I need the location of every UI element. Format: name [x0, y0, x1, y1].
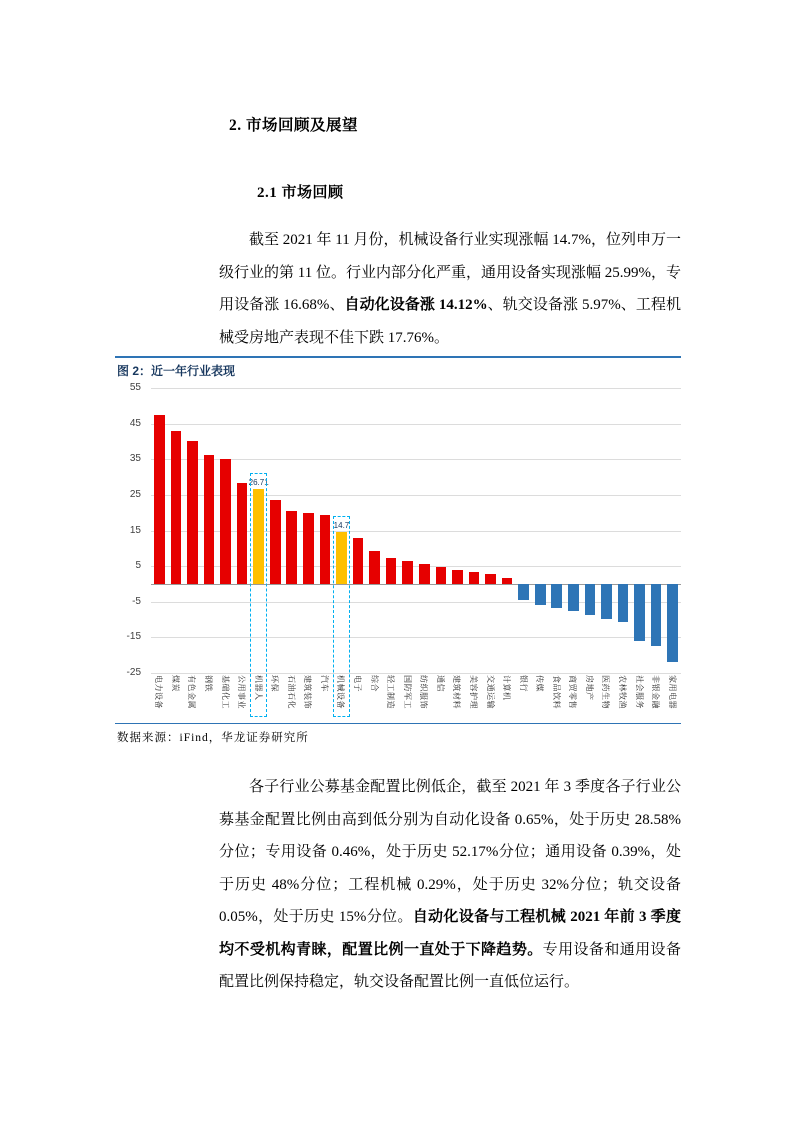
bar [154, 415, 165, 584]
bar [618, 584, 629, 622]
x-axis-label: 有色金属 [187, 675, 197, 709]
bar [502, 578, 513, 584]
chart-column [267, 388, 284, 719]
y-tick-label: 35 [129, 453, 141, 465]
x-axis-label-cell [565, 673, 582, 719]
bar-chart [115, 382, 681, 719]
bar [220, 459, 231, 584]
x-axis-label-cell [416, 673, 433, 719]
chart-column-plot [598, 388, 615, 673]
y-tick-label: -25 [126, 667, 141, 678]
chart-column [482, 388, 499, 719]
chart-column [168, 388, 185, 719]
chart-column-plot [350, 388, 367, 673]
chart-column-plot [515, 388, 532, 673]
chart-column [466, 388, 483, 719]
page-content [115, 113, 681, 999]
chart-column [250, 388, 267, 719]
bar [634, 584, 645, 641]
bar-value-label: 14.7 [333, 520, 350, 530]
paragraph-bold-text: 自动化设备涨 14.12% [344, 297, 488, 313]
y-tick-label: -15 [126, 631, 141, 643]
x-axis-label: 通信 [435, 675, 445, 692]
x-axis-label: 煤炭 [170, 675, 180, 692]
paragraph-bold-text: 自动化设备与工程机械 2021 年前 3 季度均不受机构青睐，配置比例一直处于下降趋势。 [219, 909, 681, 958]
bar [535, 584, 546, 605]
paragraph-fund-allocation [219, 771, 681, 999]
chart-column-plot [449, 388, 466, 673]
figure-industry-performance [115, 356, 681, 749]
paragraph-market-review [219, 224, 681, 354]
bar [419, 564, 430, 584]
chart-column [383, 388, 400, 719]
bar [469, 572, 480, 584]
chart-column-plot [466, 388, 483, 673]
x-axis-label-cell [399, 673, 416, 719]
bar [452, 570, 463, 584]
chart-column [499, 388, 516, 719]
x-axis-label: 基础化工 [220, 675, 230, 709]
x-axis-label: 社会服务 [634, 675, 644, 709]
x-axis-label-cell [383, 673, 400, 719]
chart-column [399, 388, 416, 719]
chart-column-plot [664, 388, 681, 673]
x-axis-label: 机器人 [253, 675, 263, 701]
y-tick-label: 25 [129, 488, 141, 500]
bar [601, 584, 612, 619]
chart-column-plot [482, 388, 499, 673]
bar [551, 584, 562, 608]
chart-column-plot [383, 388, 400, 673]
x-axis-label-cell [317, 673, 334, 719]
chart-column [317, 388, 334, 719]
x-axis-label: 机械设备 [336, 675, 346, 709]
x-axis-label: 美容护理 [468, 675, 478, 709]
highlight-box [333, 516, 350, 717]
chart-plot-area [151, 388, 681, 719]
chart-column-plot [549, 388, 566, 673]
chart-column [664, 388, 681, 719]
x-axis-label: 石油石化 [286, 675, 296, 709]
chart-column-plot [532, 388, 549, 673]
x-axis-label: 家用电器 [667, 675, 677, 709]
chart-column-plot [201, 388, 218, 673]
chart-column [549, 388, 566, 719]
bar [369, 551, 380, 584]
chart-column-plot [184, 388, 201, 673]
bar [187, 441, 198, 584]
subsection-heading: 2.1 市场回顾 [257, 185, 344, 201]
bar [436, 567, 447, 584]
x-axis-label: 钢铁 [203, 675, 213, 692]
chart-column [184, 388, 201, 719]
x-axis-label-cell [366, 673, 383, 719]
x-axis-label: 建筑装饰 [303, 675, 313, 709]
chart-y-axis [115, 382, 145, 678]
chart-column [284, 388, 301, 719]
x-axis-label: 综合 [369, 675, 379, 692]
x-axis-label-cell [499, 673, 516, 719]
x-axis-label-cell [201, 673, 218, 719]
bar [568, 584, 579, 611]
bar [303, 513, 314, 584]
x-axis-label-cell [631, 673, 648, 719]
chart-column [532, 388, 549, 719]
x-axis-label: 传媒 [535, 675, 545, 692]
x-axis-label-cell [449, 673, 466, 719]
x-axis-label-cell [284, 673, 301, 719]
x-axis-label-cell [532, 673, 549, 719]
chart-column [631, 388, 648, 719]
bar [651, 584, 662, 646]
chart-column-plot [631, 388, 648, 673]
paragraph-text: 、轨交设备涨 5.97%、工程机械受房地产表现不佳下跌 17.76%。 [219, 297, 681, 346]
x-axis-label: 环保 [270, 675, 280, 692]
chart-column [449, 388, 466, 719]
chart-column-plot [366, 388, 383, 673]
bar [270, 500, 281, 584]
x-axis-label: 汽车 [319, 675, 329, 692]
y-tick-label: 55 [129, 382, 141, 393]
chart-column-plot [416, 388, 433, 673]
chart-column [366, 388, 383, 719]
y-tick-label: 45 [129, 417, 141, 429]
bar [485, 574, 496, 584]
chart-column-plot [168, 388, 185, 673]
x-axis-label-cell [648, 673, 665, 719]
paragraph-text: 各子行业公募基金配置比例低企，截至 2021 年 3 季度各子行业公募基金配置比例由高到低分别为自动化设备 0.65%，处于历史 28.58%分位；专用设备 0.46%，处于历史 52.17%分位；通用设备 0.39%，处于历史 48%分位；工程机械 0.29%，处于历史 32%分位；轨交设备 0.05%，处于历史 15%分位。 [219, 779, 681, 925]
highlight-box [250, 473, 267, 717]
bar [237, 483, 248, 584]
chart-column-plot [499, 388, 516, 673]
chart-column [201, 388, 218, 719]
x-axis-label: 轻工制造 [386, 675, 396, 709]
x-axis-label-cell [549, 673, 566, 719]
chart-column [648, 388, 665, 719]
y-tick-label: -5 [132, 595, 141, 607]
x-axis-label-cell [664, 673, 681, 719]
x-axis-label: 纺织服饰 [419, 675, 429, 709]
chart-column-plot [284, 388, 301, 673]
paragraph-text: 截至 2021 年 11 月份，机械设备行业实现涨幅 14.7%，位列申万一级行业的第 11 位。行业内部分化严重，通用设备实现涨幅 25.99%，专用设备涨 16.68%、 [219, 232, 681, 313]
x-axis-label: 建筑材料 [452, 675, 462, 709]
x-axis-label: 计算机 [502, 675, 512, 701]
x-axis-label: 农林牧渔 [618, 675, 628, 709]
x-axis-label-cell [151, 673, 168, 719]
chart-columns [151, 388, 681, 719]
bar [286, 511, 297, 584]
x-axis-label-cell [217, 673, 234, 719]
figure-source-note: 数据来源：iFind，华龙证券研究所 [115, 723, 681, 749]
chart-column-plot [267, 388, 284, 673]
chart-column-plot [151, 388, 168, 673]
chart-column [416, 388, 433, 719]
y-tick-label: 5 [135, 560, 141, 572]
x-axis-label-cell [300, 673, 317, 719]
chart-column [582, 388, 599, 719]
chart-column [217, 388, 234, 719]
bar [353, 538, 364, 584]
x-axis-label: 交通运输 [485, 675, 495, 709]
x-axis-label-cell [515, 673, 532, 719]
chart-column [598, 388, 615, 719]
paragraph-text: 专用设备和通用设备配置比例保持稳定，轨交设备配置比例一直低位运行。 [219, 941, 681, 990]
chart-column-plot [565, 388, 582, 673]
bar [386, 558, 397, 584]
x-axis-label-cell [466, 673, 483, 719]
chart-column [433, 388, 450, 719]
chart-column-plot [234, 388, 251, 673]
x-axis-label-cell [350, 673, 367, 719]
bar [204, 455, 215, 584]
bar-value-label: 26.71 [248, 477, 269, 487]
x-axis-label-cell [482, 673, 499, 719]
x-axis-label: 公用事业 [237, 675, 247, 709]
x-axis-label: 银行 [518, 675, 528, 692]
bar [171, 431, 182, 584]
bar [402, 561, 413, 584]
chart-column [234, 388, 251, 719]
x-axis-label-cell [234, 673, 251, 719]
x-axis-label: 医药生物 [601, 675, 611, 709]
chart-column [565, 388, 582, 719]
bar [518, 584, 529, 600]
chart-column-plot [217, 388, 234, 673]
chart-column-plot [433, 388, 450, 673]
x-axis-label-cell [267, 673, 284, 719]
chart-column [333, 388, 350, 719]
x-axis-label-cell [598, 673, 615, 719]
y-tick-label: 15 [129, 524, 141, 536]
bar [667, 584, 678, 662]
x-axis-label-cell [184, 673, 201, 719]
bar [585, 584, 596, 615]
x-axis-label: 商贸零售 [568, 675, 578, 709]
x-axis-label-cell [615, 673, 632, 719]
x-axis-label-cell [433, 673, 450, 719]
chart-column [151, 388, 168, 719]
chart-column-plot [300, 388, 317, 673]
chart-column-plot [648, 388, 665, 673]
x-axis-label: 非银金融 [651, 675, 661, 709]
x-axis-label: 房地产 [584, 675, 594, 701]
chart-column [300, 388, 317, 719]
x-axis-label-cell [168, 673, 185, 719]
x-axis-label-cell [582, 673, 599, 719]
chart-column [350, 388, 367, 719]
figure-caption: 图 2：近一年行业表现 [115, 356, 681, 382]
x-axis-label: 电力设备 [154, 675, 164, 709]
section-heading: 2. 市场回顾及展望 [229, 117, 359, 134]
chart-column [615, 388, 632, 719]
x-axis-label: 食品饮料 [551, 675, 561, 709]
chart-column [515, 388, 532, 719]
x-axis-label: 电子 [353, 675, 363, 692]
chart-column-plot [615, 388, 632, 673]
x-axis-label: 国防军工 [402, 675, 412, 709]
chart-column-plot [399, 388, 416, 673]
chart-column-plot [582, 388, 599, 673]
